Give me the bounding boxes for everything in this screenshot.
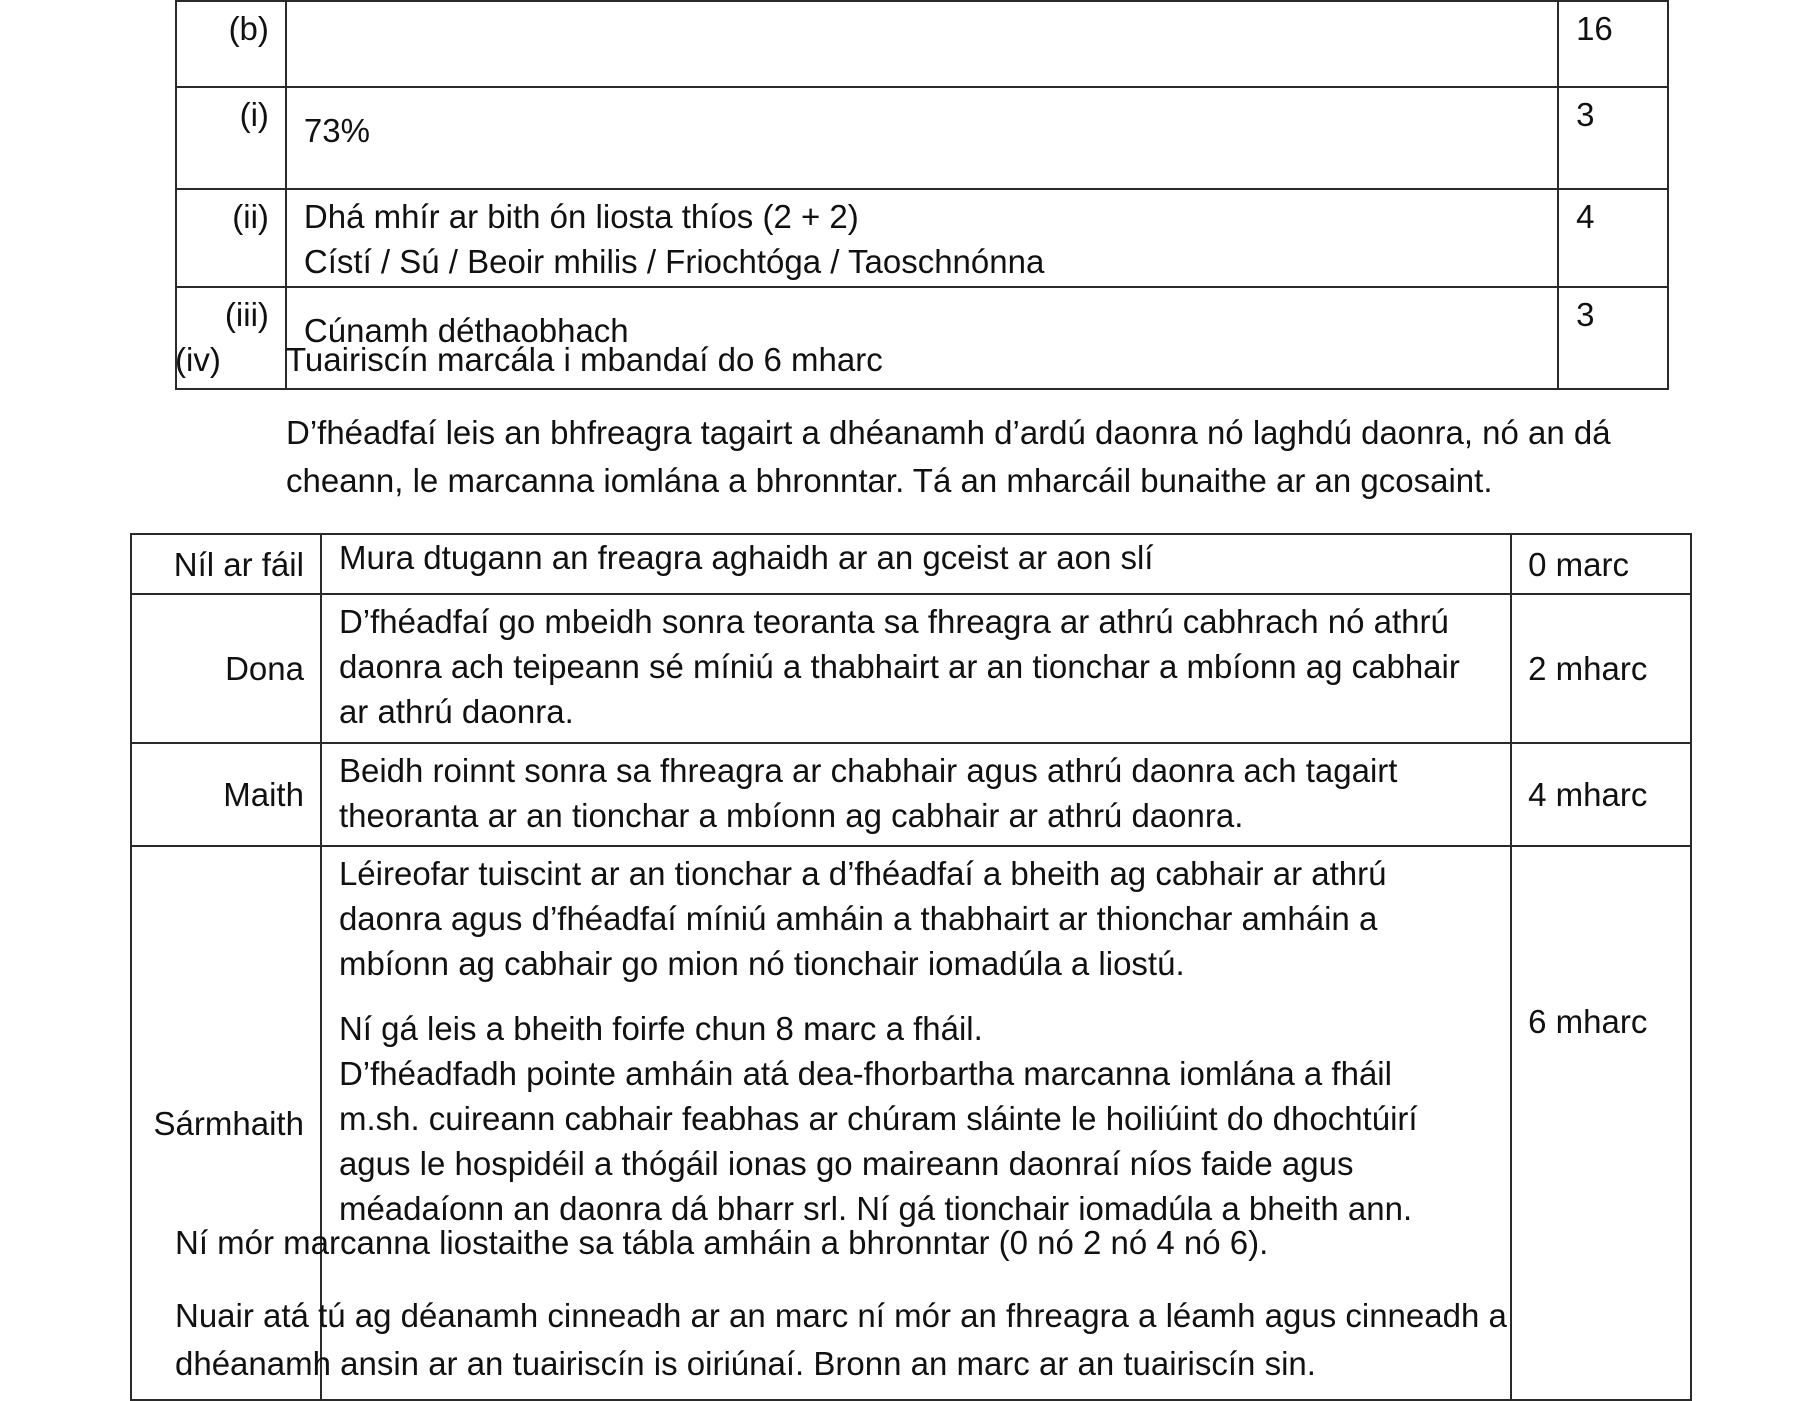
description-line: Ní gá leis a bheith foirfe chun 8 marc a fháil. <box>338 1010 983 1047</box>
marks-cell: 16 <box>1558 1 1668 87</box>
answer-cell <box>286 189 1558 287</box>
answer-cell <box>286 87 1558 189</box>
band-description <box>321 743 1511 846</box>
band-label: Sármhaith <box>131 846 321 1400</box>
description-line: daonra agus d’fhéadfaí míniú amháin a thabhairt ar thionchar amháin a <box>338 900 1378 937</box>
marking-instruction: Nuair atá tú ag déanamh cinneadh ar an marc ní mór an fhreagra a léamh agus cinneadh a dhéanamh ansin ar an tuairiscín is oiriúnaí. Bronn an marc ar an tuairiscín sin. <box>175 1297 1507 1382</box>
row-label: (ii) <box>176 189 286 287</box>
band-marks: 0 marc <box>1511 534 1691 594</box>
answer-table <box>175 0 1669 390</box>
table-row <box>176 1 1668 87</box>
description-paragraph <box>339 1006 1494 1231</box>
marks-note: Ní mór marcanna liostaithe sa tábla amháin a bhronntar (0 nó 2 nó 4 nó 6). <box>175 1224 1269 1261</box>
section-title: Tuairiscín marcála i mbandaí do 6 mharc <box>286 341 883 378</box>
answer-text: 73% <box>303 112 370 149</box>
table-row <box>176 87 1668 189</box>
answer-cell <box>286 1 1558 87</box>
description-line: Léireofar tuiscint ar an tionchar a d’fhéadfaí a bheith ag cabhair ar athrú <box>338 855 1387 892</box>
marking-bands-table <box>130 533 1692 1401</box>
row-label: (b) <box>176 1 286 87</box>
description-line: méadaíonn an daonra dá bharr srl. Ní gá tionchair iomadúla a bheith ann. <box>338 1190 1413 1227</box>
row-label: (iii) <box>176 287 286 389</box>
marks-cell: 4 <box>1558 189 1668 287</box>
row-label: (i) <box>176 87 286 189</box>
section-label: (iv) <box>175 341 221 378</box>
table-row <box>131 534 1691 594</box>
band-label: Níl ar fáil <box>131 534 321 594</box>
marks-cell: 3 <box>1558 287 1668 389</box>
band-marks: 6 mharc <box>1511 846 1691 1400</box>
description-line: D’fhéadfaí go mbeidh sonra teoranta sa fhreagra ar athrú cabhrach nó athrú <box>338 603 1449 640</box>
section-description: D’fhéadfaí leis an bhfreagra tagairt a dhéanamh d’ardú daonra nó laghdú daonra, nó an dá cheann, le marcanna iomlána a bhronntar. Tá an mharcáil bunaithe ar an gcosaint. <box>286 414 1611 499</box>
description-line: agus le hospidéil a thógáil ionas go maireann daonraí níos faide agus <box>338 1145 1354 1182</box>
marks-cell: 3 <box>1558 87 1668 189</box>
answer-text: Cúnamh déthaobhach <box>303 312 629 349</box>
band-label: Maith <box>131 743 321 846</box>
description-line: daonra ach teipeann sé míniú a thabhairt ar an tionchar a mbíonn ag cabhair <box>338 648 1460 685</box>
description-line: Mura dtugann an freagra aghaidh ar an gceist ar aon slí <box>338 539 1154 576</box>
band-marks: 4 mharc <box>1511 743 1691 846</box>
description-line: m.sh. cuireann cabhair feabhas ar chúram sláinte le hoiliúint do dhochtúirí <box>338 1100 1418 1137</box>
description-line: D’fhéadfadh pointe amháin atá dea-fhorbartha marcanna iomlána a fháil <box>338 1055 1392 1092</box>
table-row <box>131 594 1691 743</box>
answer-text: Dhá mhír ar bith ón liosta thíos (2 + 2) <box>303 198 859 235</box>
description-line: mbíonn ag cabhair go mion nó tionchair iomadúla a liostú. <box>338 945 1185 982</box>
description-line: theoranta ar an tionchar a mbíonn ag cabhair ar athrú daonra. <box>338 797 1244 834</box>
description-line: Beidh roinnt sonra sa fhreagra ar chabhair agus athrú daonra ach tagairt <box>338 752 1398 789</box>
table-row <box>131 743 1691 846</box>
answer-text: Cístí / Sú / Beoir mhilis / Friochtóga / Taoschnónna <box>303 243 1045 280</box>
description-line: ar athrú daonra. <box>338 693 574 730</box>
band-label: Dona <box>131 594 321 743</box>
band-marks: 2 mharc <box>1511 594 1691 743</box>
table-row <box>176 189 1668 287</box>
description-paragraph <box>339 851 1494 986</box>
band-description <box>321 534 1511 594</box>
band-description <box>321 594 1511 743</box>
